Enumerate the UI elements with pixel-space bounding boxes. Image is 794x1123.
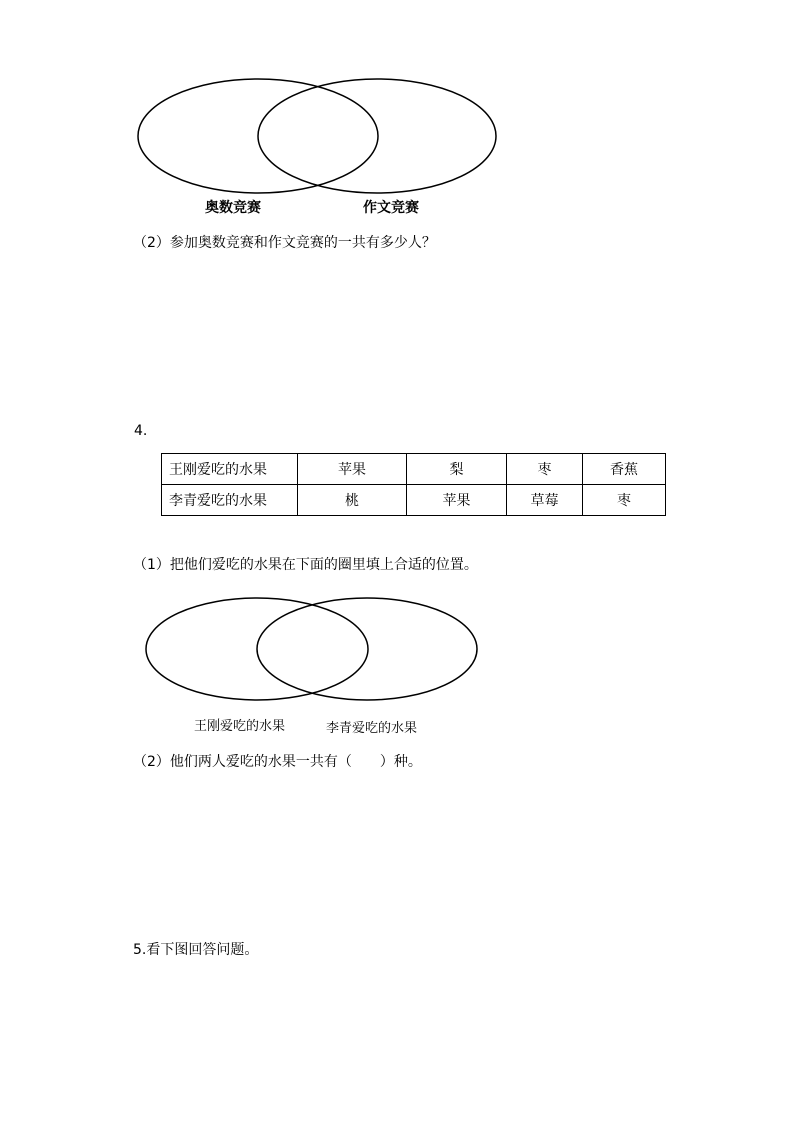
table-cell: 梨 xyxy=(407,454,507,485)
table-row xyxy=(162,485,666,516)
question-5-text: 5.看下图回答问题。 xyxy=(133,942,259,958)
venn-label-writing: 作文竞赛 xyxy=(363,200,419,216)
venn-diagram-fruits xyxy=(0,580,794,720)
venn-label-liqing: 李青爱吃的水果 xyxy=(326,721,418,736)
table-cell: 桃 xyxy=(298,485,407,516)
table-cell: 枣 xyxy=(583,485,666,516)
venn-label-math: 奥数竞赛 xyxy=(205,200,261,216)
venn-circle-liqing xyxy=(257,598,477,700)
question-4-number: 4. xyxy=(134,423,148,439)
question-4-part-2: （2）他们两人爱吃的水果一共有（ ）种。 xyxy=(133,754,422,770)
venn-circle-writing xyxy=(258,79,496,193)
table-row-label: 王刚爱吃的水果 xyxy=(162,454,298,485)
table-row-label: 李青爱吃的水果 xyxy=(162,485,298,516)
table-cell: 枣 xyxy=(507,454,583,485)
table-row xyxy=(162,454,666,485)
table-cell: 苹果 xyxy=(407,485,507,516)
question-3-part-2: （2）参加奥数竞赛和作文竞赛的一共有多少人？ xyxy=(133,235,436,251)
table-cell: 草莓 xyxy=(507,485,583,516)
table-cell: 香蕉 xyxy=(583,454,666,485)
table-cell: 苹果 xyxy=(298,454,407,485)
question-4-part-1: （1）把他们爱吃的水果在下面的圈里填上合适的位置。 xyxy=(133,557,478,573)
venn-label-wanggang: 王刚爱吃的水果 xyxy=(194,719,286,734)
fruit-table xyxy=(161,453,666,516)
